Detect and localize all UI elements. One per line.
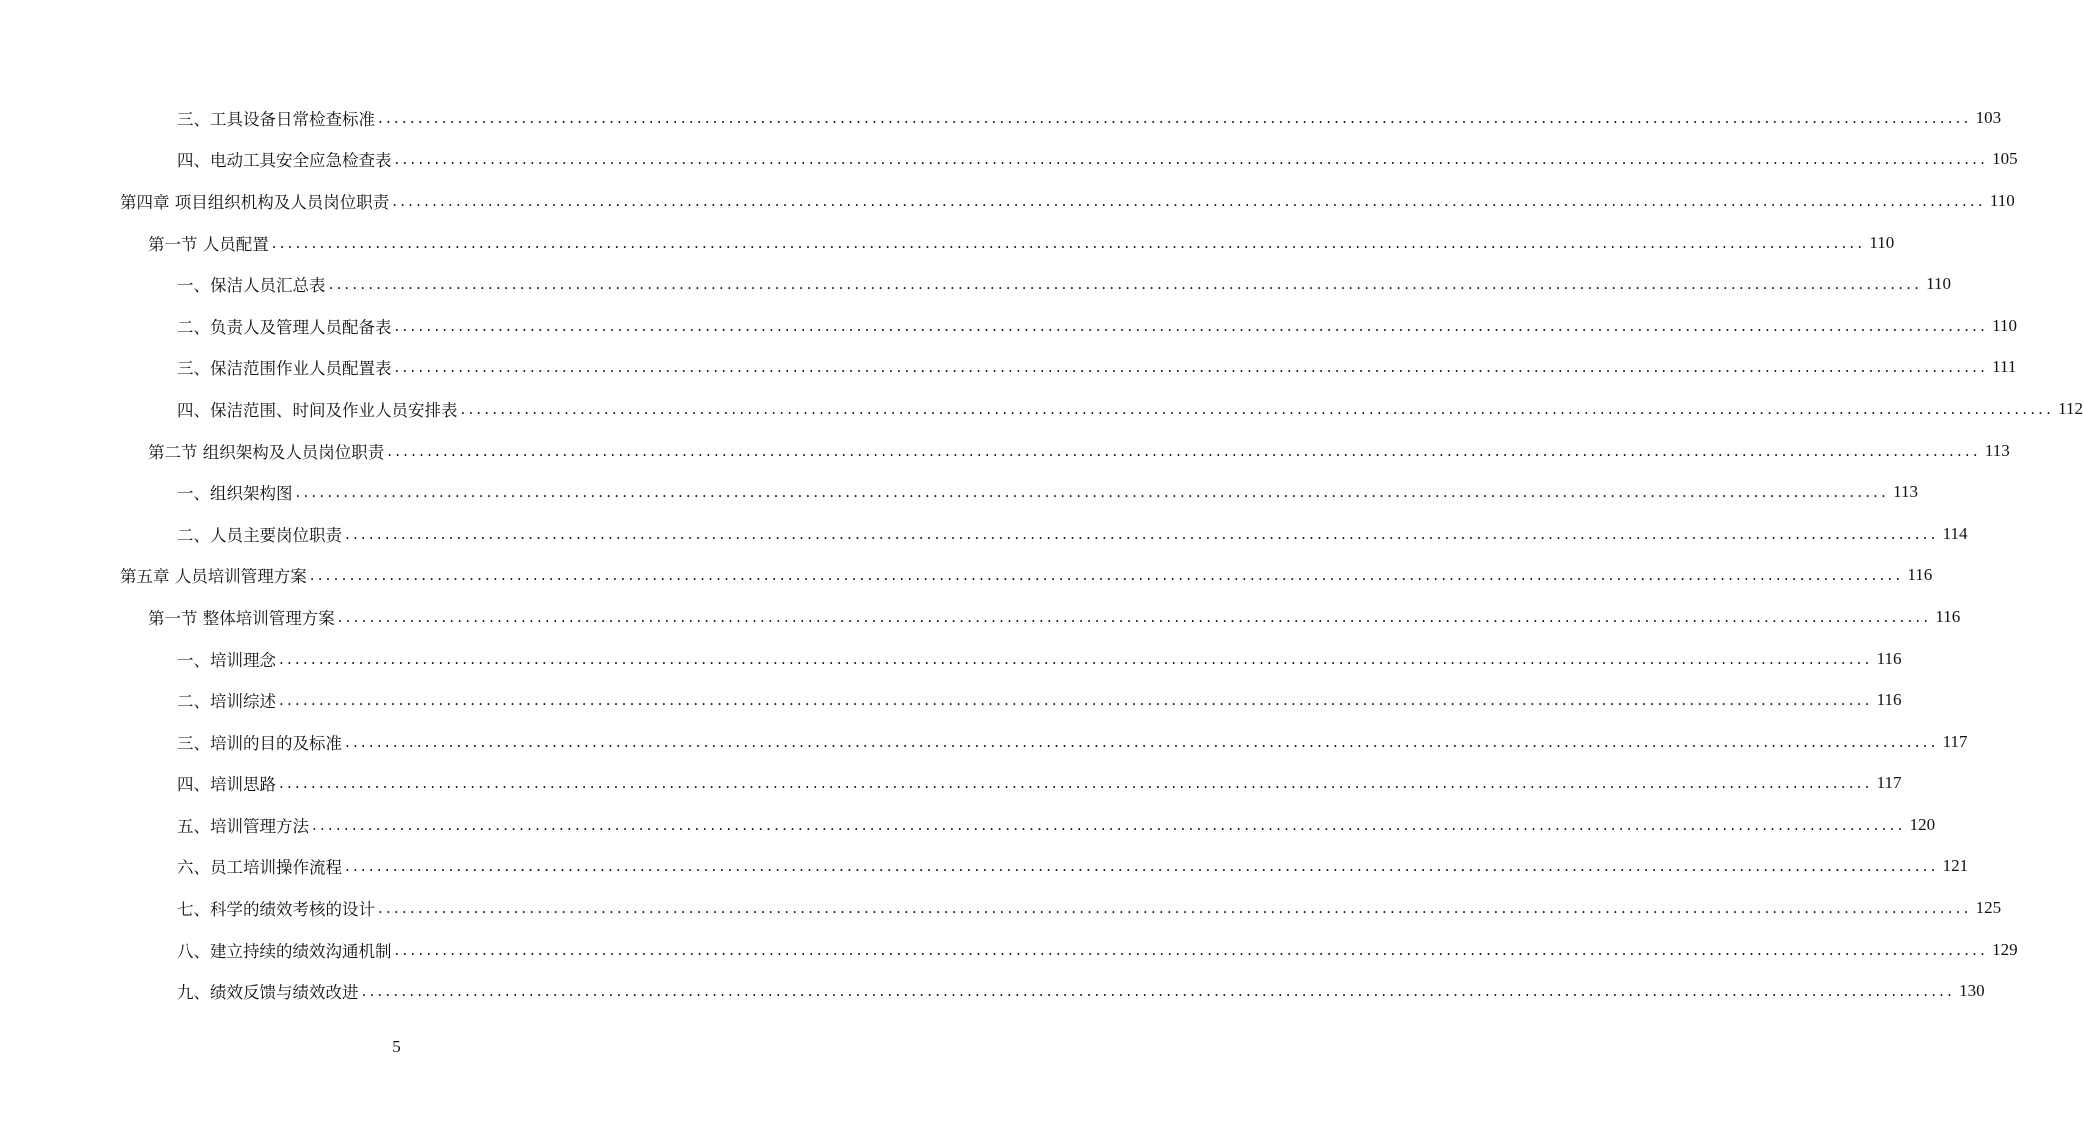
toc-entry-title: 一、保洁人员汇总表 [177, 276, 326, 296]
toc-entry-page: 112 [2058, 398, 2083, 418]
toc-dot-leader: ........................................................................................................................................................................................................ [378, 108, 1972, 127]
toc-entry[interactable] [0, 347, 2017, 389]
toc-entry-page: 111 [1992, 357, 2017, 377]
toc-entry[interactable] [0, 305, 2017, 347]
toc-entry-title: 八、建立持续的绩效沟通机制 [177, 941, 392, 961]
toc-entry-title: 第五章 人员培训管理方案 [120, 567, 307, 587]
toc-entry-page: 114 [1942, 523, 1968, 543]
toc-dot-leader: ........................................................................................................................................................................................................ [394, 358, 1989, 377]
toc-entry-page: 116 [1935, 606, 1961, 626]
toc-entry-page: 113 [1893, 482, 1918, 502]
toc-dot-leader: ........................................................................................................................................................................................................ [394, 150, 1989, 169]
toc-entry[interactable] [0, 846, 1969, 888]
toc-dot-leader: ........................................................................................................................................................................................................ [345, 732, 1939, 751]
toc-dot-leader: ........................................................................................................................................................................................................ [279, 649, 1873, 668]
toc-entry-page: 103 [1975, 107, 2002, 127]
toc-entry[interactable] [0, 721, 1968, 763]
toc-entry-page: 110 [1992, 315, 2017, 335]
toc-entry-title: 九、绩效反馈与绩效改进 [177, 983, 359, 1003]
toc-entry[interactable] [0, 679, 1902, 721]
toc-entry[interactable] [0, 180, 2015, 222]
toc-entry-page: 129 [1992, 939, 2018, 959]
toc-dot-leader: ........................................................................................................................................................................................................ [279, 774, 1873, 793]
toc-entry[interactable] [0, 388, 2083, 430]
toc-entry-page: 121 [1942, 856, 1969, 876]
toc-entry[interactable] [0, 430, 2010, 472]
toc-entry[interactable] [0, 513, 1968, 555]
toc-dot-leader: ........................................................................................................................................................................................................ [295, 483, 1890, 502]
toc-entry[interactable] [0, 763, 1902, 805]
toc-dot-leader: ........................................................................................................................................................................................................ [392, 191, 1986, 210]
toc-entry-page: 110 [1926, 274, 1951, 294]
toc-entry-title: 四、电动工具安全应急检查表 [177, 151, 392, 171]
toc-entry-title: 第一节 整体培训管理方案 [148, 608, 335, 628]
toc-entry[interactable] [0, 887, 2002, 929]
toc-entry-title: 五、培训管理方法 [177, 816, 309, 836]
toc-entry-page: 120 [1909, 814, 1936, 834]
toc-entry[interactable] [0, 139, 2018, 181]
toc-entry-title: 三、工具设备日常检查标准 [177, 109, 375, 129]
toc-entry-title: 六、员工培训操作流程 [177, 858, 342, 878]
toc-dot-leader: ........................................................................................................................................................................................................ [394, 940, 1989, 959]
toc-entry-page: 117 [1876, 773, 1902, 793]
toc-entry[interactable] [0, 263, 1951, 305]
toc-entry[interactable] [0, 471, 1918, 513]
toc-dot-leader: ........................................................................................................................................................................................................ [361, 982, 1956, 1001]
toc-entry-page: 117 [1942, 731, 1968, 751]
toc-entry[interactable] [0, 970, 1985, 1012]
toc-entry-title: 四、培训思路 [177, 775, 276, 795]
toc-entry[interactable] [0, 222, 1895, 264]
toc-entry-page: 125 [1975, 898, 2002, 918]
toc-entry-page: 116 [1876, 690, 1902, 710]
toc-entry-title: 一、组织架构图 [177, 484, 293, 504]
page-number: 5 [392, 1037, 401, 1056]
toc-dot-leader: ........................................................................................................................................................................................................ [460, 399, 2055, 418]
toc-dot-leader: ........................................................................................................................................................................................................ [387, 441, 1981, 460]
toc-dot-leader: ........................................................................................................................................................................................................ [394, 316, 1989, 335]
toc-entry-page: 116 [1907, 565, 1933, 585]
toc-entry-page: 130 [1959, 981, 1985, 1001]
toc-entry[interactable] [0, 596, 1961, 638]
toc-dot-leader: ........................................................................................................................................................................................................ [345, 857, 1939, 876]
toc-entry-title: 第一节 人员配置 [148, 234, 269, 254]
toc-entry[interactable] [0, 97, 2002, 139]
toc-dot-leader: ........................................................................................................................................................................................................ [312, 815, 1906, 834]
toc-dot-leader: ........................................................................................................................................................................................................ [309, 566, 1904, 585]
table-of-contents [0, 97, 2083, 1012]
toc-entry-title: 三、培训的目的及标准 [177, 733, 342, 753]
toc-entry-page: 113 [1984, 440, 2010, 460]
toc-entry-title: 二、负责人及管理人员配备表 [177, 317, 392, 337]
toc-entry-title: 一、培训理念 [177, 650, 276, 670]
toc-dot-leader: ........................................................................................................................................................................................................ [279, 691, 1873, 710]
toc-entry-title: 第四章 项目组织机构及人员岗位职责 [120, 192, 390, 212]
toc-entry-title: 第二节 组织架构及人员岗位职责 [148, 442, 385, 462]
toc-entry-page: 105 [1992, 149, 2018, 169]
toc-dot-leader: ........................................................................................................................................................................................................ [345, 524, 1939, 543]
toc-entry-title: 七、科学的绩效考核的设计 [177, 900, 375, 920]
toc-entry[interactable] [0, 804, 1936, 846]
toc-entry-title: 四、保洁范围、时间及作业人员安排表 [177, 400, 458, 420]
toc-entry-title: 二、人员主要岗位职责 [177, 525, 342, 545]
toc-entry[interactable] [0, 638, 1902, 680]
toc-dot-leader: ........................................................................................................................................................................................................ [378, 899, 1972, 918]
toc-entry-title: 三、保洁范围作业人员配置表 [177, 359, 392, 379]
toc-entry[interactable] [0, 929, 2018, 971]
toc-dot-leader: ........................................................................................................................................................................................................ [337, 607, 1932, 626]
toc-entry[interactable] [0, 555, 1933, 597]
toc-entry-title: 二、培训综述 [177, 692, 276, 712]
toc-entry-page: 110 [1989, 190, 2015, 210]
toc-entry-page: 116 [1876, 648, 1902, 668]
toc-entry-page: 110 [1869, 232, 1895, 252]
toc-dot-leader: ........................................................................................................................................................................................................ [271, 233, 1866, 252]
toc-dot-leader: ........................................................................................................................................................................................................ [328, 275, 1923, 294]
